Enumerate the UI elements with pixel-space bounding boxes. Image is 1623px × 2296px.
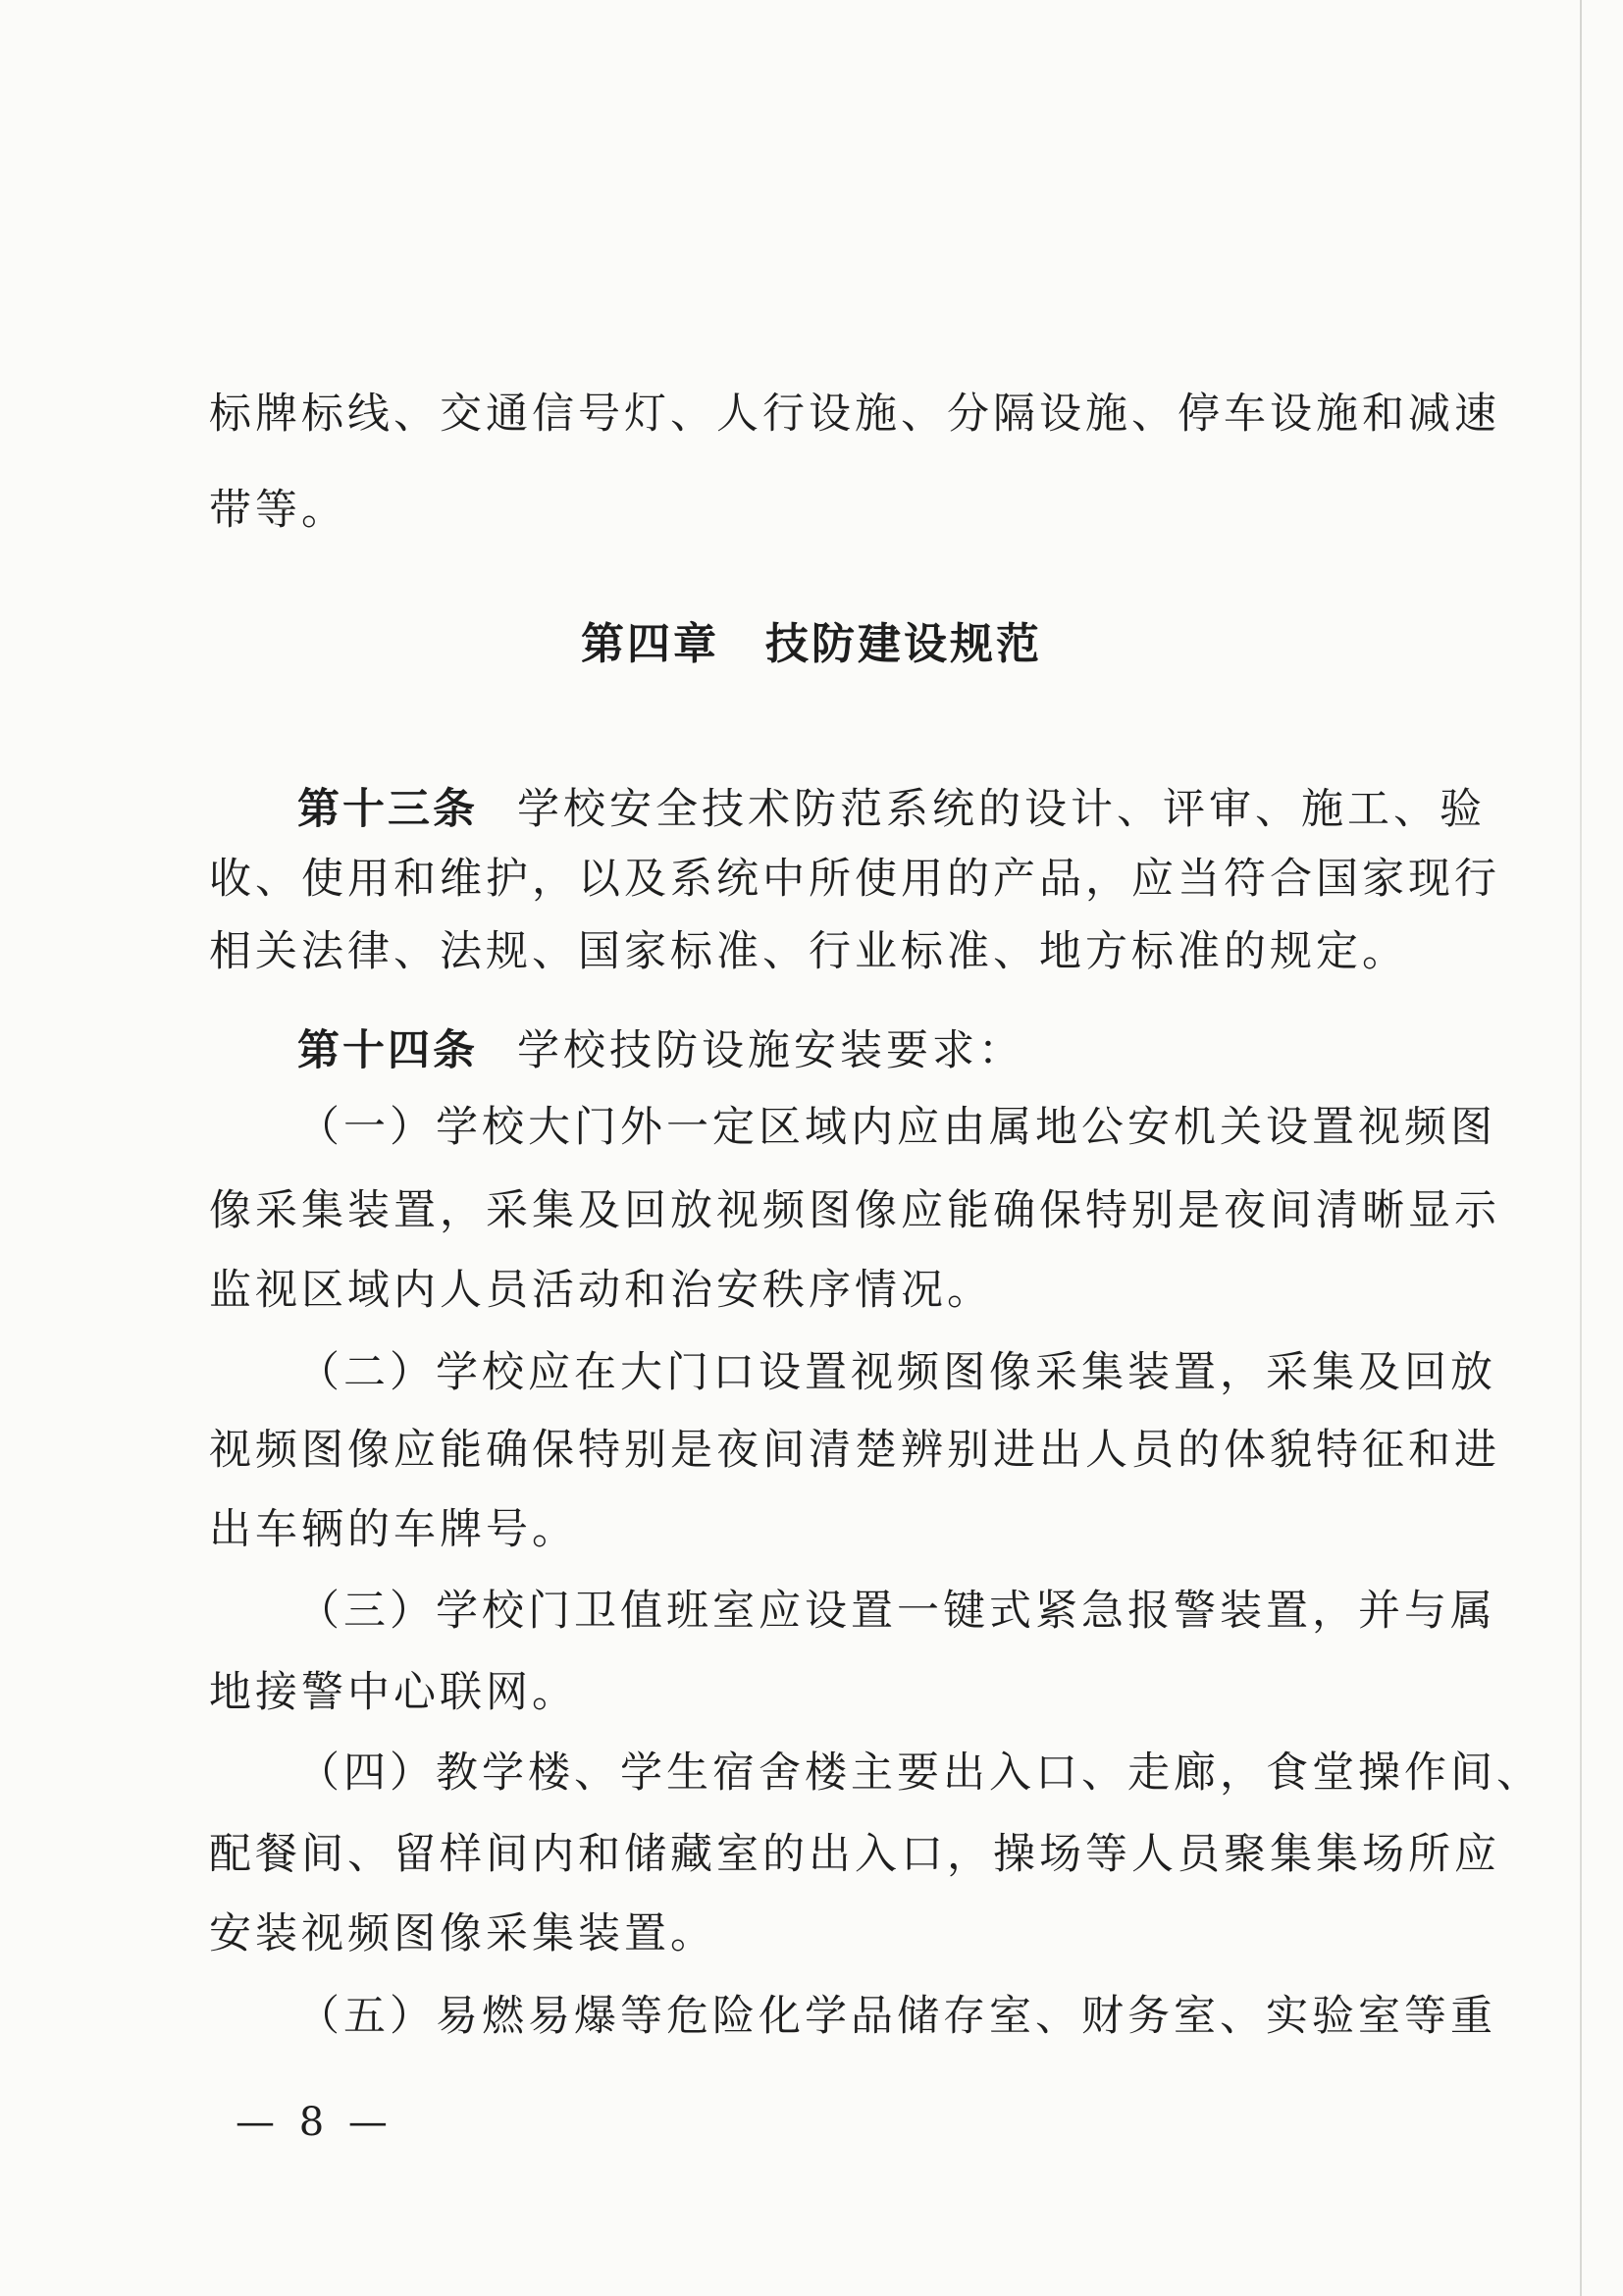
article-14-text: 学校技防设施安装要求： <box>517 1026 1024 1075</box>
page-number: — 8 — <box>236 2100 393 2145</box>
item-3-line: （三）学校门卫值班室应设置一键式紧急报警装置，并与属 <box>297 1587 1496 1636</box>
body-text-line: 监视区域内人员活动和治安秩序情况。 <box>209 1266 993 1315</box>
body-text-line: 地接警中心联网。 <box>209 1668 578 1717</box>
article-14-number: 第十四条 <box>297 1026 478 1075</box>
item-4-line: （四）教学楼、学生宿舍楼主要出入口、走廊，食堂操作间、 <box>297 1748 1543 1798</box>
article-13-number: 第十三条 <box>297 785 478 834</box>
item-1-line: （一）学校大门外一定区域内应由属地公安机关设置视频图 <box>297 1103 1496 1152</box>
body-text-line: 收、使用和维护，以及系统中所使用的产品，应当符合国家现行 <box>209 855 1500 904</box>
article-13-text: 学校安全技术防范系统的设计、评审、施工、验 <box>517 785 1486 834</box>
body-text-line: 配餐间、留样间内和储藏室的出入口，操场等人员聚集集场所应 <box>209 1830 1500 1879</box>
body-text-line: 标牌标线、交通信号灯、人行设施、分隔设施、停车设施和减速 <box>209 390 1500 439</box>
page-fold-line <box>1580 0 1582 2296</box>
body-text-line: 带等。 <box>209 486 347 535</box>
item-2-line: （二）学校应在大门口设置视频图像采集装置，采集及回放 <box>297 1348 1496 1397</box>
body-text-line: 视频图像应能确保特别是夜间清楚辨别进出人员的体貌特征和进 <box>209 1426 1500 1475</box>
article-14-first-line <box>297 1021 1514 1080</box>
chapter-heading: 第四章 技防建设规范 <box>581 619 1042 669</box>
article-13-first-line <box>297 780 1514 839</box>
body-text-line: 安装视频图像采集装置。 <box>209 1909 716 1958</box>
item-5-line: （五）易燃易爆等危险化学品储存室、财务室、实验室等重 <box>297 1992 1496 2041</box>
body-text-line: 像采集装置，采集及回放视频图像应能确保特别是夜间清晰显示 <box>209 1186 1500 1235</box>
body-text-line: 相关法律、法规、国家标准、行业标准、地方标准的规定。 <box>209 927 1408 976</box>
body-text-line: 出车辆的车牌号。 <box>209 1505 578 1554</box>
